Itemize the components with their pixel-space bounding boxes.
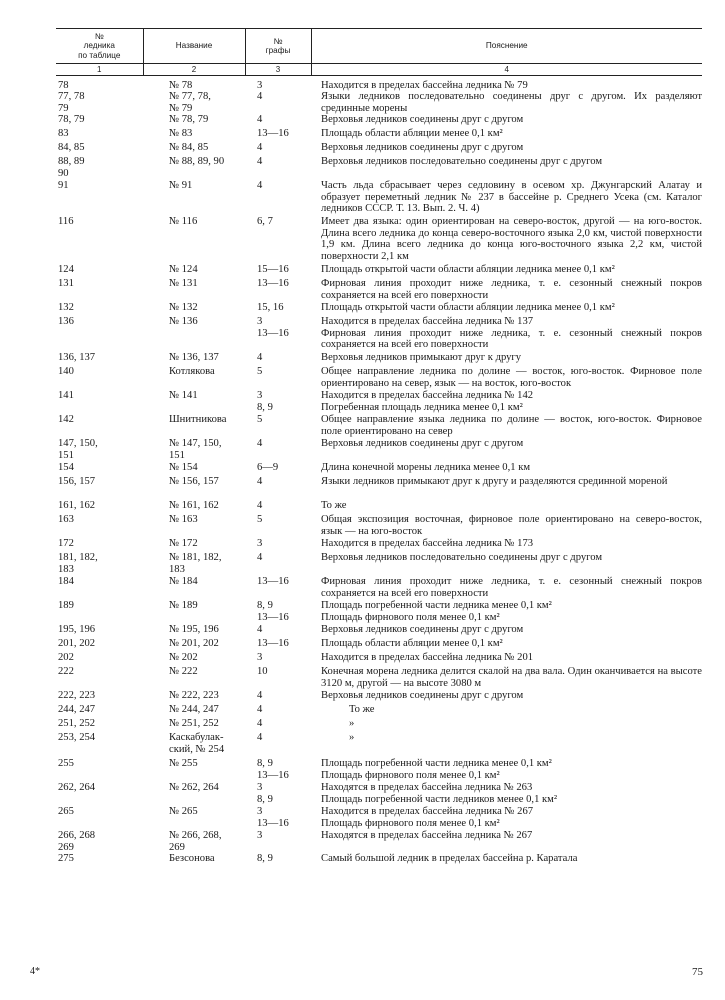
table-row — [56, 142, 702, 156]
table-row — [56, 806, 702, 830]
header-index-1: 1 — [56, 64, 143, 76]
explanation-cell: Верховья ледников соединены друг с другом — [321, 438, 524, 450]
glacier-number-cell: 195, 196 — [58, 624, 96, 636]
glacier-name-cell: Каскабулак- ский, № 254 — [169, 732, 225, 755]
glacier-number-cell: 201, 202 — [58, 638, 96, 650]
glacier-number-cell: 189 — [58, 600, 74, 612]
glacier-name-cell: № 78, 79 — [169, 114, 209, 126]
column-ref-cell: 4 — [257, 142, 263, 154]
column-ref-cell: 3 13—16 — [257, 316, 289, 339]
explanation-cell: То же — [321, 500, 347, 512]
table-row — [56, 366, 702, 390]
column-ref-cell: 6, 7 — [257, 216, 273, 228]
column-ref-cell: 8, 9 — [257, 853, 273, 865]
explanation-cell: Общая экспозиция восточная, фирновое поле ориентировано на северо-восток, язык — на юго-восток — [321, 514, 702, 537]
explanation-cell: Часть льда сбрасывает через седловину в осевом хр. Джунгарский Алатау и образует переметный ледник № 237 в бассейне р. Среднего Усека (см. Каталог ледников СССР. Т. 13. Вып. 2. Ч. 4) — [321, 180, 702, 215]
table-row — [56, 552, 702, 576]
glacier-number-cell: 77, 78 79 — [58, 91, 85, 114]
column-ref-cell: 4 — [257, 476, 263, 488]
column-ref-cell: 15—16 — [257, 264, 289, 276]
glacier-number-cell: 184 — [58, 576, 74, 588]
glacier-number-cell: 161, 162 — [58, 500, 96, 512]
table-row — [56, 462, 702, 476]
explanation-cell: Находится в пределах бассейна ледника № 267 Площадь фирнового поля менее 0,1 км² — [321, 806, 534, 829]
column-ref-cell: 15, 16 — [257, 302, 284, 314]
glacier-name-cell: № 91 — [169, 180, 193, 192]
table-row — [56, 782, 702, 806]
glacier-number-cell: 172 — [58, 538, 74, 550]
glacier-number-cell: 181, 182, 183 — [58, 552, 98, 575]
column-ref-cell: 3 — [257, 652, 263, 664]
glacier-name-cell: № 156, 157 — [169, 476, 219, 488]
explanation-cell: Находится в пределах бассейна ледника № 79 — [321, 80, 528, 91]
column-ref-cell: 5 — [257, 414, 263, 426]
column-ref-cell: 4 — [257, 704, 263, 716]
column-ref-cell: 3 8, 9 — [257, 390, 273, 413]
glacier-number-cell: 131 — [58, 278, 74, 290]
glacier-name-cell: № 78 — [169, 80, 193, 91]
glacier-name-cell: № 141 — [169, 390, 198, 402]
glacier-name-cell: № 172 — [169, 538, 198, 550]
glacier-name-cell: № 255 — [169, 758, 198, 770]
table-row — [56, 600, 702, 624]
explanation-cell: Площадь погребенной части ледника менее 0,1 км² Площадь фирнового поля менее 0,1 км² — [321, 758, 552, 781]
explanation-cell: Площадь открытой части области абляции ледника менее 0,1 км² — [321, 302, 615, 314]
glacier-name-cell: № 77, 78, № 79 — [169, 91, 211, 114]
header-index-3: 3 — [245, 64, 311, 76]
column-ref-cell: 13—16 — [257, 128, 289, 140]
explanation-cell: Находится в пределах бассейна ледника № 173 — [321, 538, 534, 550]
explanation-cell: То же — [349, 704, 375, 716]
header-glacier-number: № ледника по таблице — [56, 29, 143, 64]
explanation-cell: Верховья ледников последовательно соединены друг с другом — [321, 552, 603, 564]
column-ref-cell: 3 8, 9 — [257, 782, 273, 805]
glacier-name-cell: № 244, 247 — [169, 704, 219, 716]
header-index-2: 2 — [143, 64, 245, 76]
column-ref-cell: 4 — [257, 180, 263, 192]
glacier-name-cell: № 132 — [169, 302, 198, 314]
glacier-name-cell: № 201, 202 — [169, 638, 219, 650]
table-row — [56, 576, 702, 600]
table-row — [56, 758, 702, 782]
table-row — [56, 690, 702, 704]
column-ref-cell: 13—16 — [257, 278, 289, 290]
table-row — [56, 156, 702, 180]
table-row — [56, 264, 702, 278]
glacier-number-cell: 116 — [58, 216, 74, 228]
table-row — [56, 476, 702, 500]
table-row — [56, 624, 702, 638]
column-ref-cell: 4 — [257, 438, 263, 450]
glacier-number-cell: 253, 254 — [58, 732, 96, 744]
glacier-name-cell: № 136, 137 — [169, 352, 219, 364]
table-row — [56, 216, 702, 264]
table-body — [56, 76, 702, 868]
explanation-cell: » — [349, 732, 355, 744]
column-ref-cell: 8, 9 13—16 — [257, 600, 289, 623]
explanation-cell: Верховья ледников соединены друг с другом — [321, 114, 524, 126]
column-ref-cell: 3 — [257, 830, 263, 842]
glacier-number-cell: 141 — [58, 390, 74, 402]
column-ref-cell: 4 — [257, 91, 263, 103]
explanation-cell: Общее направление языка ледника по долине — восток, юго-восток. Фирновое поле ориентировано на север — [321, 414, 702, 437]
header-column-number: № графы — [245, 29, 311, 64]
glacier-name-cell: № 251, 252 — [169, 718, 219, 730]
header-index-4: 4 — [311, 64, 702, 76]
explanation-cell: Самый большой ледник в пределах бассейна р. Каратала — [321, 853, 578, 865]
table-row — [56, 128, 702, 142]
table-row — [56, 666, 702, 690]
glacier-number-cell: 78 — [58, 80, 69, 91]
glacier-number-cell: 147, 150, 151 — [58, 438, 98, 461]
column-ref-cell: 8, 9 13—16 — [257, 758, 289, 781]
table-row — [56, 302, 702, 316]
glacier-name-cell: № 124 — [169, 264, 198, 276]
table-row — [56, 278, 702, 302]
glacier-number-cell: 244, 247 — [58, 704, 96, 716]
explanation-cell: Конечная морена ледника делится скалой на два вала. Один оканчивается на высоте 3120 м, другой — на высоте 3080 м — [321, 666, 702, 689]
glacier-number-cell: 255 — [58, 758, 74, 770]
header-explanation: Пояснение — [311, 29, 702, 64]
glacier-name-cell: № 222 — [169, 666, 198, 678]
glacier-number-cell: 124 — [58, 264, 74, 276]
table-row — [56, 352, 702, 366]
glacier-name-cell: № 265 — [169, 806, 198, 818]
glacier-name-cell: № 163 — [169, 514, 198, 526]
glacier-number-cell: 84, 85 — [58, 142, 85, 154]
glacier-name-cell: № 131 — [169, 278, 198, 290]
glacier-number-cell: 202 — [58, 652, 74, 664]
glacier-notes-table — [56, 28, 702, 867]
glacier-name-cell: № 84, 85 — [169, 142, 209, 154]
column-ref-cell: 3 — [257, 80, 263, 91]
column-ref-cell: 4 — [257, 732, 263, 744]
column-ref-cell: 5 — [257, 514, 263, 526]
glacier-number-cell: 91 — [58, 180, 69, 192]
explanation-cell: Площадь области абляции менее 0,1 км² — [321, 128, 503, 140]
table-row — [56, 853, 702, 867]
explanation-cell: Находится в пределах бассейна ледника № 201 — [321, 652, 534, 664]
glacier-name-cell: № 189 — [169, 600, 198, 612]
table-header — [56, 29, 702, 76]
column-ref-cell: 4 — [257, 624, 263, 636]
column-ref-cell: 5 — [257, 366, 263, 378]
column-ref-cell: 3 — [257, 538, 263, 550]
glacier-name-cell: № 202 — [169, 652, 198, 664]
table-row — [56, 438, 702, 462]
table-row — [56, 538, 702, 552]
explanation-cell: Языки ледников примыкают друг к другу и разделяются срединной мореной — [321, 476, 668, 488]
glacier-number-cell: 132 — [58, 302, 74, 314]
glacier-name-cell: № 136 — [169, 316, 198, 328]
explanation-cell: Находятся в пределах бассейна ледника № 263 Площадь погребенной части ледников менее 0,1 км² — [321, 782, 558, 805]
glacier-name-cell: № 184 — [169, 576, 198, 588]
glacier-name-cell: № 161, 162 — [169, 500, 219, 512]
column-ref-cell: 4 — [257, 500, 263, 512]
column-ref-cell: 3 13—16 — [257, 806, 289, 829]
column-ref-cell: 13—16 — [257, 576, 289, 588]
glacier-name-cell: № 147, 150, 151 — [169, 438, 222, 461]
table-row — [56, 718, 702, 732]
table-row — [56, 830, 702, 853]
column-ref-cell: 4 — [257, 552, 263, 564]
glacier-number-cell: 83 — [58, 128, 69, 140]
column-ref-cell: 4 — [257, 718, 263, 730]
glacier-name-cell: № 181, 182, 183 — [169, 552, 222, 575]
glacier-name-cell: Безсонова — [169, 853, 215, 865]
glacier-number-cell: 275 — [58, 853, 74, 865]
column-ref-cell: 4 — [257, 114, 263, 126]
table-row — [56, 732, 702, 758]
column-ref-cell: 4 — [257, 352, 263, 364]
explanation-cell: Верховья ледников соединены друг с другом — [321, 142, 524, 154]
glacier-number-cell: 156, 157 — [58, 476, 96, 488]
table-row — [56, 638, 702, 652]
explanation-cell: Находится в пределах бассейна ледника № 142 Погребенная площадь ледника менее 0,1 км² — [321, 390, 534, 413]
explanation-cell: Общее направление ледника по долине — восток, юго-восток. Фирновое поле ориентировано на север, язык — на восток, юго-восток — [321, 366, 702, 389]
explanation-cell: Находятся в пределах бассейна ледника № 267 — [321, 830, 533, 842]
explanation-cell: Языки ледников последовательно соединены друг с другом. Их разделяют срединные морены — [321, 91, 702, 114]
glacier-name-cell: № 88, 89, 90 — [169, 156, 225, 168]
glacier-number-cell: 251, 252 — [58, 718, 96, 730]
column-ref-cell: 10 — [257, 666, 268, 678]
explanation-cell: Фирновая линия проходит ниже ледника, т. е. сезонный снежный покров сохраняется на всей его поверхности — [321, 278, 702, 301]
glacier-name-cell: № 266, 268, 269 — [169, 830, 222, 853]
table-row — [56, 500, 702, 514]
glacier-number-cell: 140 — [58, 366, 74, 378]
table-row — [56, 514, 702, 538]
explanation-cell: Имеет два языка: один ориентирован на северо-восток, другой — на юго-восток. Длина всего ледника до конца северо-восточного языка 2,0 км, чистой поверхности 1,9 км. Длина всего ледника до конца юго-восточного языка 2,2 км, чистой поверхности 2,1 км — [321, 216, 702, 262]
glacier-number-cell: 262, 264 — [58, 782, 96, 794]
explanation-cell: Длина конечной морены ледника менее 0,1 км — [321, 462, 531, 474]
glacier-number-cell: 136, 137 — [58, 352, 96, 364]
glacier-number-cell: 88, 89 90 — [58, 156, 85, 179]
explanation-cell: Фирновая линия проходит ниже ледника, т. е. сезонный снежный покров сохраняется на всей его поверхности — [321, 576, 702, 599]
glacier-number-cell: 142 — [58, 414, 74, 426]
glacier-number-cell: 266, 268 269 — [58, 830, 96, 853]
column-ref-cell: 4 — [257, 156, 263, 168]
glacier-name-cell: № 195, 196 — [169, 624, 219, 636]
glacier-number-cell: 222 — [58, 666, 74, 678]
table-row — [56, 114, 702, 128]
table-row — [56, 390, 702, 414]
glacier-name-cell: № 83 — [169, 128, 193, 140]
table-row — [56, 76, 702, 92]
column-ref-cell: 13—16 — [257, 638, 289, 650]
page-number: 75 — [692, 966, 703, 978]
glacier-number-cell: 163 — [58, 514, 74, 526]
explanation-cell: Площадь открытой части области абляции ледника менее 0,1 км² — [321, 264, 615, 276]
glacier-number-cell: 265 — [58, 806, 74, 818]
table-row — [56, 180, 702, 216]
explanation-cell: Верховья ледников последовательно соединены друг с другом — [321, 156, 603, 168]
explanation-cell: Верховья ледников примыкают друг к другу — [321, 352, 522, 364]
explanation-cell: Находится в пределах бассейна ледника № 137 Фирновая линия проходит ниже ледника, т. е. сезонный снежный покров сохраняется на всей его повeрхности — [321, 316, 702, 351]
glacier-number-cell: 78, 79 — [58, 114, 85, 126]
glacier-name-cell: Котлякова — [169, 366, 215, 378]
explanation-cell: Площадь области абляции менее 0,1 км² — [321, 638, 503, 650]
explanation-cell: Площадь погребенной части ледника менее 0,1 км² Площадь фирнового поля менее 0,1 км² — [321, 600, 552, 623]
glacier-name-cell: № 116 — [169, 216, 198, 228]
glacier-number-cell: 154 — [58, 462, 74, 474]
signature-mark: 4* — [30, 966, 40, 977]
table-row — [56, 91, 702, 114]
explanation-cell: Верховья ледников соединены друг с другом — [321, 690, 524, 702]
glacier-name-cell: № 262, 264 — [169, 782, 219, 794]
glacier-number-cell: 136 — [58, 316, 74, 328]
glacier-name-cell: Шнитникова — [169, 414, 227, 426]
column-ref-cell: 6—9 — [257, 462, 279, 474]
table-row — [56, 316, 702, 352]
table-row — [56, 652, 702, 666]
glacier-number-cell: 222, 223 — [58, 690, 96, 702]
header-name: Название — [143, 29, 245, 64]
glacier-name-cell: № 222, 223 — [169, 690, 219, 702]
table-row — [56, 704, 702, 718]
column-ref-cell: 4 — [257, 690, 263, 702]
explanation-cell: Верховья ледников соединены друг с другом — [321, 624, 524, 636]
table-row — [56, 414, 702, 438]
explanation-cell: » — [349, 718, 355, 730]
glacier-name-cell: № 154 — [169, 462, 198, 474]
